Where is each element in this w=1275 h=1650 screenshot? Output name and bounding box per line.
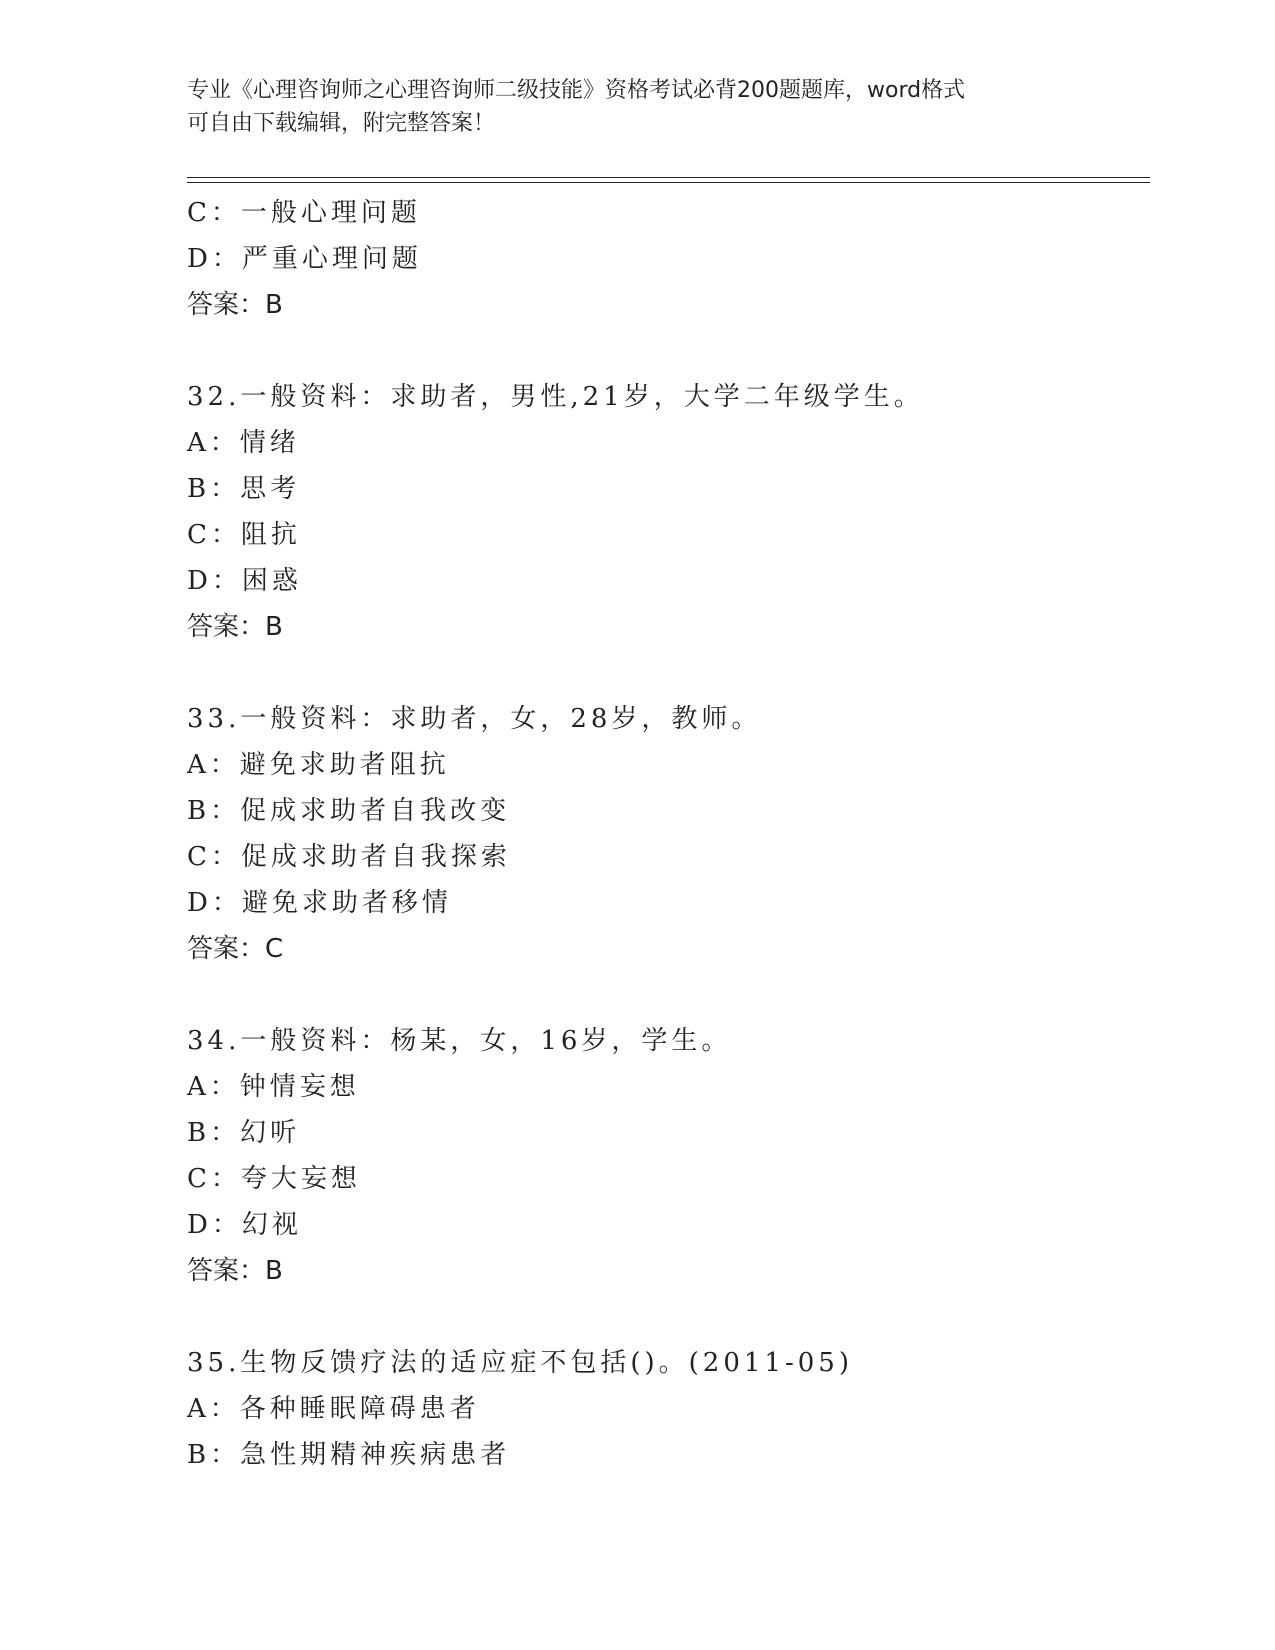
question-stem: 32.一般资料：求助者，男性,21岁，大学二年级学生。 <box>187 382 924 412</box>
question-stem: 35.生物反馈疗法的适应症不包括()。(2011-05) <box>187 1348 853 1378</box>
spacer <box>187 328 1167 374</box>
option-b: B：促成求助者自我改变 <box>187 796 511 826</box>
option-c: C：促成求助者自我探索 <box>187 842 511 872</box>
option-c: C：阻抗 <box>187 520 301 550</box>
question-stem: 33.一般资料：求助者，女，28岁，教师。 <box>187 704 762 734</box>
option-a: A：避免求助者阻抗 <box>187 750 450 780</box>
option-c: C：一般心理问题 <box>187 198 421 228</box>
answer: 答案：B <box>187 290 283 320</box>
option-a: A：情绪 <box>187 428 300 458</box>
option-a: A：钟情妄想 <box>187 1072 360 1102</box>
spacer <box>187 650 1167 696</box>
spacer <box>187 1294 1167 1340</box>
option-d: D：避免求助者移情 <box>187 888 452 918</box>
option-d: D：幻视 <box>187 1210 302 1240</box>
option-b: B：急性期精神疾病患者 <box>187 1440 511 1470</box>
answer: 答案：C <box>187 934 284 964</box>
option-b: B：幻听 <box>187 1118 301 1148</box>
answer: 答案：B <box>187 612 283 642</box>
option-d: D：困惑 <box>187 566 302 596</box>
spacer <box>187 972 1167 1018</box>
option-d: D：严重心理问题 <box>187 244 422 274</box>
option-c: C：夸大妄想 <box>187 1164 361 1194</box>
question-list <box>187 190 1167 1478</box>
option-a: A：各种睡眠障碍患者 <box>187 1394 480 1424</box>
header-title-line-2: 可自由下载编辑，附完整答案！ <box>187 111 496 136</box>
option-b: B：思考 <box>187 474 301 504</box>
answer: 答案：B <box>187 1256 283 1286</box>
document-header <box>187 74 1087 140</box>
header-divider-top <box>187 177 1150 178</box>
header-divider-bottom <box>187 182 1150 183</box>
header-title-line-1: 专业《心理咨询师之心理咨询师二级技能》资格考试必背200题题库，word格式 <box>187 78 966 103</box>
question-stem: 34.一般资料：杨某，女，16岁，学生。 <box>187 1026 732 1056</box>
